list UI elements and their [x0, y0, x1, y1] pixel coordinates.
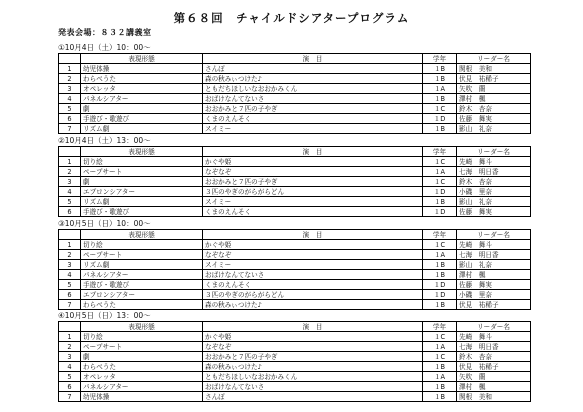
row-grade: １B [423, 94, 457, 104]
table-header-row [59, 54, 531, 64]
row-grade: １B [423, 124, 457, 134]
row-grade: １B [423, 270, 457, 280]
program-table [58, 53, 531, 134]
row-leader: 関根 美和 [457, 64, 531, 74]
table-row [59, 382, 531, 392]
row-leader: 澤村 楓 [457, 94, 531, 104]
row-leader: 七海 明日香 [457, 167, 531, 177]
table-row [59, 290, 531, 300]
row-form: エプロンシアター [81, 290, 203, 300]
row-number: 6 [59, 290, 81, 300]
row-form: 幼児体操 [81, 392, 203, 402]
table-row [59, 74, 531, 84]
row-form: パネルシアター [81, 94, 203, 104]
row-leader: 矢吹 蘭 [457, 84, 531, 94]
row-program: さんぽ [203, 64, 423, 74]
row-program: おおかみと７匹の子やぎ [203, 352, 423, 362]
row-leader: 鈴木 杏奈 [457, 104, 531, 114]
row-form: ペープサート [81, 250, 203, 260]
row-leader: 影山 礼奈 [457, 124, 531, 134]
program-table [58, 146, 531, 217]
row-grade: １A [423, 167, 457, 177]
table-row [59, 104, 531, 114]
row-number: 2 [59, 167, 81, 177]
row-number: 5 [59, 197, 81, 207]
table-row [59, 64, 531, 74]
table-row [59, 157, 531, 167]
header-grade: 学年 [423, 322, 457, 332]
row-number: 7 [59, 124, 81, 134]
header-program: 演 目 [203, 54, 423, 64]
row-number: 6 [59, 382, 81, 392]
table-row [59, 362, 531, 372]
header-grade: 学年 [423, 147, 457, 157]
row-leader: 佐藤 舞実 [457, 280, 531, 290]
header-leader: リーダー名 [457, 54, 531, 64]
row-number: 1 [59, 64, 81, 74]
row-form: 手遊び・歌遊び [81, 280, 203, 290]
header-number [59, 230, 81, 240]
row-grade: １C [423, 332, 457, 342]
row-grade: １D [423, 187, 457, 197]
row-grade: １C [423, 104, 457, 114]
table-row [59, 352, 531, 362]
table-row [59, 84, 531, 94]
row-program: なぞなぞ [203, 342, 423, 352]
row-grade: １A [423, 84, 457, 94]
row-form: エプロンシアター [81, 187, 203, 197]
row-form: 手遊び・歌遊び [81, 114, 203, 124]
row-form: オペレッタ [81, 372, 203, 382]
table-row [59, 207, 531, 217]
table-body [59, 64, 531, 134]
row-form: 手遊び・歌遊び [81, 207, 203, 217]
row-grade: １A [423, 372, 457, 382]
table-row [59, 177, 531, 187]
row-grade: １D [423, 280, 457, 290]
row-number: 3 [59, 84, 81, 94]
venue-label: 発表会場：８３２講義室 [58, 28, 152, 37]
row-number: 2 [59, 342, 81, 352]
header-form: 表現形態 [81, 230, 203, 240]
row-program: ３匹のやぎのがらがらどん [203, 290, 423, 300]
row-number: 4 [59, 362, 81, 372]
row-program: なぞなぞ [203, 167, 423, 177]
program-table [58, 229, 531, 310]
header-number [59, 54, 81, 64]
row-form: 切り絵 [81, 332, 203, 342]
row-form: わらべうた [81, 362, 203, 372]
session-3 [58, 218, 530, 310]
table-row [59, 332, 531, 342]
row-leader: 先崎 舞斗 [457, 332, 531, 342]
table-row [59, 372, 531, 382]
row-number: 5 [59, 280, 81, 290]
row-program: スイミー [203, 260, 423, 270]
row-program: かぐや姫 [203, 332, 423, 342]
row-leader: 伏見 祐稀子 [457, 300, 531, 310]
table-header-row [59, 147, 531, 157]
row-leader: 影山 礼奈 [457, 260, 531, 270]
table-body [59, 240, 531, 310]
row-program: 森の秋みぃつけた♪ [203, 362, 423, 372]
table-row [59, 280, 531, 290]
row-program: くまのえんそく [203, 280, 423, 290]
header-form: 表現形態 [81, 322, 203, 332]
table-row [59, 197, 531, 207]
table-row [59, 167, 531, 177]
row-leader: 矢吹 蘭 [457, 372, 531, 382]
session-heading: ④10月5日（日）13：00～ [58, 311, 151, 320]
row-program: おばけなんてないさ [203, 94, 423, 104]
row-number: 7 [59, 300, 81, 310]
row-number: 6 [59, 207, 81, 217]
row-grade: １B [423, 74, 457, 84]
row-number: 3 [59, 352, 81, 362]
row-grade: １A [423, 250, 457, 260]
row-grade: １D [423, 290, 457, 300]
header-program: 演 目 [203, 147, 423, 157]
row-form: 幼児体操 [81, 64, 203, 74]
header-program: 演 目 [203, 230, 423, 240]
header-grade: 学年 [423, 230, 457, 240]
row-grade: １C [423, 352, 457, 362]
table-row [59, 392, 531, 402]
program-table [58, 321, 531, 402]
row-program: 森の秋みぃつけた♪ [203, 300, 423, 310]
row-form: オペレッタ [81, 84, 203, 94]
session-1 [58, 42, 530, 134]
row-form: パネルシアター [81, 382, 203, 392]
table-header-row [59, 230, 531, 240]
table-row [59, 240, 531, 250]
row-form: パネルシアター [81, 270, 203, 280]
header-grade: 学年 [423, 54, 457, 64]
row-form: ペープサート [81, 167, 203, 177]
row-leader: 伏見 祐稀子 [457, 74, 531, 84]
session-heading: ②10月4日（土）13：00～ [58, 136, 151, 145]
row-number: 5 [59, 372, 81, 382]
row-grade: １D [423, 114, 457, 124]
row-program: おおかみと７匹の子やぎ [203, 104, 423, 114]
row-form: リズム劇 [81, 124, 203, 134]
row-program: ともだちほしいなおおかみくん [203, 84, 423, 94]
header-leader: リーダー名 [457, 147, 531, 157]
table-body [59, 332, 531, 402]
table-row [59, 114, 531, 124]
row-leader: 先崎 舞斗 [457, 157, 531, 167]
table-row [59, 187, 531, 197]
row-program: おおかみと７匹の子やぎ [203, 177, 423, 187]
row-leader: 鈴木 杏奈 [457, 177, 531, 187]
row-leader: 影山 礼奈 [457, 197, 531, 207]
header-number [59, 322, 81, 332]
table-row [59, 124, 531, 134]
row-number: 2 [59, 250, 81, 260]
row-number: 4 [59, 270, 81, 280]
header-number [59, 147, 81, 157]
row-leader: 七海 明日香 [457, 342, 531, 352]
row-form: 切り絵 [81, 240, 203, 250]
row-program: ともだちほしいなおおかみくん [203, 372, 423, 382]
table-row [59, 260, 531, 270]
row-grade: １B [423, 362, 457, 372]
row-grade: １B [423, 260, 457, 270]
table-row [59, 270, 531, 280]
row-program: かぐや姫 [203, 240, 423, 250]
table-row [59, 300, 531, 310]
row-grade: １A [423, 342, 457, 352]
row-grade: １B [423, 64, 457, 74]
row-grade: １C [423, 177, 457, 187]
row-number: 3 [59, 177, 81, 187]
row-program: おばけなんてないさ [203, 270, 423, 280]
row-leader: 佐藤 舞実 [457, 207, 531, 217]
header-leader: リーダー名 [457, 322, 531, 332]
row-program: スイミー [203, 197, 423, 207]
row-grade: １D [423, 207, 457, 217]
row-number: 1 [59, 240, 81, 250]
row-leader: 鈴木 杏奈 [457, 352, 531, 362]
session-heading: ③10月5日（日）10：00～ [58, 219, 151, 228]
row-program: 森の秋みぃつけた♪ [203, 74, 423, 84]
page-title: 第６８回 チャイルドシアタープログラム [173, 11, 410, 25]
row-form: ペープサート [81, 342, 203, 352]
row-program: ３匹のやぎのがらがらどん [203, 187, 423, 197]
header-program: 演 目 [203, 322, 423, 332]
row-form: 劇 [81, 177, 203, 187]
row-grade: １B [423, 300, 457, 310]
row-program: くまのえんそく [203, 207, 423, 217]
row-number: 3 [59, 260, 81, 270]
row-number: 1 [59, 157, 81, 167]
row-program: かぐや姫 [203, 157, 423, 167]
row-leader: 小磯 里奈 [457, 187, 531, 197]
table-body [59, 157, 531, 217]
row-leader: 佐藤 舞実 [457, 114, 531, 124]
row-program: おばけなんてないさ [203, 382, 423, 392]
row-leader: 関根 美和 [457, 392, 531, 402]
row-leader: 七海 明日香 [457, 250, 531, 260]
row-program: スイミー [203, 124, 423, 134]
session-4 [58, 310, 530, 402]
table-row [59, 94, 531, 104]
row-grade: １C [423, 240, 457, 250]
row-grade: １B [423, 392, 457, 402]
row-form: リズム劇 [81, 260, 203, 270]
header-form: 表現形態 [81, 147, 203, 157]
row-number: 4 [59, 187, 81, 197]
row-number: 1 [59, 332, 81, 342]
row-form: 劇 [81, 352, 203, 362]
row-leader: 澤村 楓 [457, 382, 531, 392]
table-header-row [59, 322, 531, 332]
row-number: 2 [59, 74, 81, 84]
row-form: わらべうた [81, 300, 203, 310]
table-row [59, 342, 531, 352]
row-program: なぞなぞ [203, 250, 423, 260]
row-number: 5 [59, 104, 81, 114]
row-leader: 澤村 楓 [457, 270, 531, 280]
row-form: わらべうた [81, 74, 203, 84]
row-form: リズム劇 [81, 197, 203, 207]
row-program: くまのえんそく [203, 114, 423, 124]
row-number: 4 [59, 94, 81, 104]
header-form: 表現形態 [81, 54, 203, 64]
row-form: 切り絵 [81, 157, 203, 167]
row-number: 6 [59, 114, 81, 124]
row-grade: １B [423, 382, 457, 392]
row-leader: 先崎 舞斗 [457, 240, 531, 250]
row-grade: １C [423, 157, 457, 167]
row-number: 7 [59, 392, 81, 402]
header-leader: リーダー名 [457, 230, 531, 240]
row-program: さんぽ [203, 392, 423, 402]
row-leader: 伏見 祐稀子 [457, 362, 531, 372]
row-leader: 小磯 里奈 [457, 290, 531, 300]
session-heading: ①10月4日（土）10：00～ [58, 43, 151, 52]
session-2 [58, 135, 530, 217]
row-form: 劇 [81, 104, 203, 114]
table-row [59, 250, 531, 260]
row-grade: １B [423, 197, 457, 207]
